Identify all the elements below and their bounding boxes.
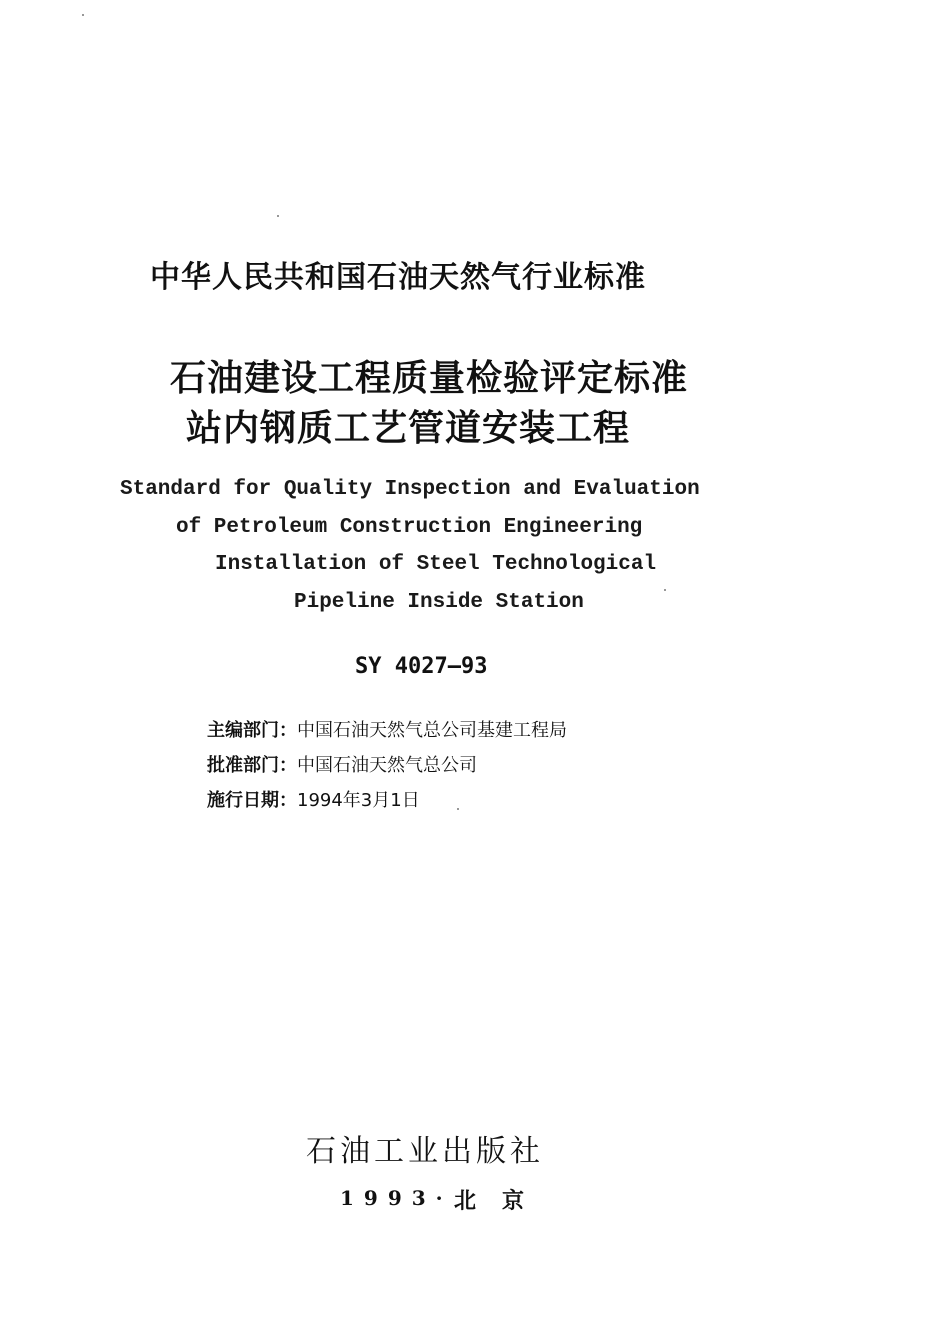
editor-row — [207, 716, 567, 742]
standard-category: 中华人民共和国石油天然气行业标准 — [150, 260, 646, 295]
title-en-line-4: Pipeline Inside Station — [294, 591, 584, 614]
publication-year — [340, 1186, 453, 1210]
standard-code: SY 4027—93 — [355, 654, 488, 679]
editor-label: 主编部门： — [207, 720, 297, 741]
approver-label: 批准部门： — [207, 755, 297, 776]
editor-value: 中国石油天然气总公司基建工程局 — [297, 720, 567, 741]
scan-speck — [457, 808, 459, 810]
effective-date-row — [207, 786, 420, 812]
approver-value: 中国石油天然气总公司 — [297, 755, 477, 776]
publisher-name: 石油工业出版社 — [306, 1134, 544, 1169]
title-en-line-2: of Petroleum Construction Engineering — [176, 516, 643, 539]
publication-city-part-1: 北 — [454, 1188, 477, 1214]
scan-speck — [277, 215, 279, 217]
publication-city-part-2: 京 — [502, 1188, 525, 1214]
publication-year-value: 1993 — [340, 1186, 436, 1210]
scan-speck — [664, 589, 666, 591]
title-zh-line-1: 石油建设工程质量检验评定标准 — [170, 357, 689, 399]
title-en-line-3: Installation of Steel Technological — [215, 553, 657, 576]
publication-city — [454, 1184, 524, 1215]
approver-row — [207, 751, 477, 777]
title-en-line-1: Standard for Quality Inspection and Evaluation — [120, 478, 700, 501]
effective-date-label: 施行日期： — [207, 790, 297, 811]
publication-separator: · — [435, 1186, 453, 1210]
scan-speck — [82, 14, 84, 16]
title-zh-line-2: 站内钢质工艺管道安装工程 — [186, 407, 631, 449]
effective-date-value: 1994年3月1日 — [297, 790, 420, 811]
